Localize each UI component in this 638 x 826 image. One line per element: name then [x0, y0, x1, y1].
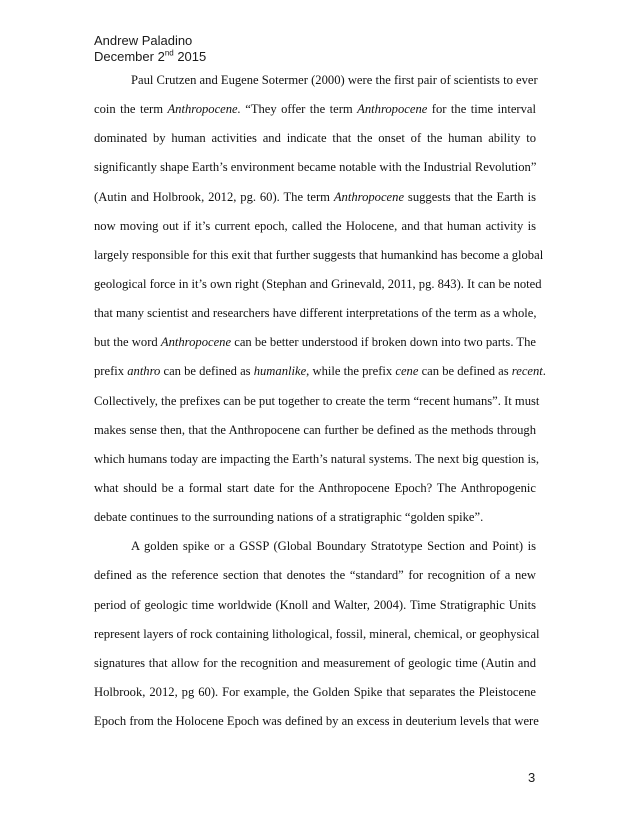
text-line: Holbrook, 2012, pg 60). For example, the Golden Spike that separates the Pleistocene [94, 684, 536, 699]
date-prefix: December 2 [94, 49, 165, 64]
text-line: represent layers of rock containing lithological, fossil, mineral, chemical, or geophysical [94, 626, 540, 641]
text-line: defined as the reference section that denotes the “standard” for recognition of a new [94, 568, 536, 583]
page-number: 3 [528, 770, 536, 785]
text-line: what should be a formal start date for the Anthropocene Epoch? The Anthropogenic [94, 480, 536, 495]
text-line: makes sense then, that the Anthropocene can further be defined as the methods through [94, 422, 536, 437]
text-line: dominated by human activities and indicate that the onset of the human ability to [94, 131, 536, 146]
text-line: prefix anthro can be defined as humanlike, while the prefix cene can be defined as recent. [94, 364, 546, 379]
text-line: significantly shape Earth’s environment became notable with the Industrial Revolution” [94, 160, 537, 175]
text-line: largely responsible for this exit that further suggests that humankind has become a global [94, 247, 544, 262]
body-text [94, 66, 546, 736]
text-line: Paul Crutzen and Eugene Sotermer (2000) were the first pair of scientists to ever [131, 73, 538, 87]
text-line: coin the term Anthropocene. “They offer the term Anthropocene for the time interval [94, 102, 537, 117]
date-ordinal-suffix: nd [164, 48, 174, 58]
text-line: now moving out if it’s current epoch, called the Holocene, and that human activity is [94, 218, 536, 233]
text-line: period of geologic time worldwide (Knoll and Walter, 2004). Time Stratigraphic Units [94, 597, 536, 612]
text-line: (Autin and Holbrook, 2012, pg. 60). The term Anthropocene suggests that the Earth is [94, 189, 536, 204]
document-date [94, 49, 206, 65]
date-rest: 2015 [173, 49, 207, 64]
author-name: Andrew Paladino [94, 33, 193, 48]
document-header [94, 33, 206, 65]
text-line: that many scientist and researchers have different interpretations of the term as a whole, [94, 306, 537, 321]
text-line: debate continues to the surrounding nations of a stratigraphic “golden spike”. [94, 510, 484, 525]
text-line: signatures that allow for the recognition and measurement of geologic time (Autin and [94, 655, 536, 670]
text-line: A golden spike or a GSSP (Global Boundary Stratotype Section and Point) is [131, 539, 536, 554]
text-line: Epoch from the Holocene Epoch was defined by an excess in deuterium levels that were [94, 714, 539, 729]
text-line: geological force in it’s own right (Stephan and Grinevald, 2011, pg. 843). It can be noted [94, 276, 542, 291]
text-line: which humans today are impacting the Earth’s natural systems. The next big question is, [94, 451, 540, 466]
text-line: Collectively, the prefixes can be put together to create the term “recent humans”. It must [94, 393, 540, 408]
text-line: but the word Anthropocene can be better understood if broken down into two parts. The [94, 335, 536, 350]
